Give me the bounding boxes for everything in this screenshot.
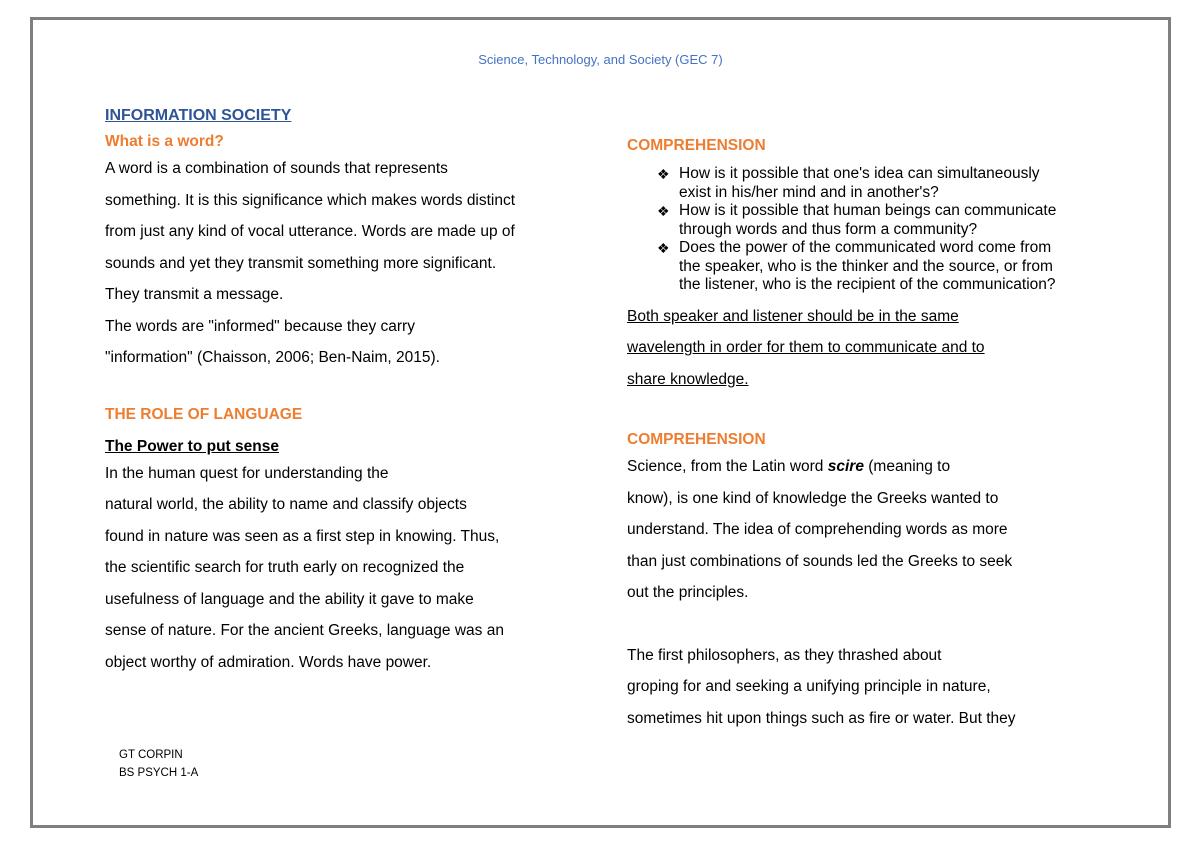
paragraph-line: natural world, the ability to name and classify objects [105,496,467,513]
list-item: ❖ Does the power of the communicated word come from the speaker, who is the thinker and the source, or from the listener, who is the recipient of the communication? [657,239,1056,293]
science-paragraph [627,451,1127,609]
what-is-a-word-heading: What is a word? [105,133,224,150]
language-paragraph [105,458,575,679]
diamond-bullet-icon: ❖ [657,203,670,219]
author-name: GT CORPIN [119,749,183,761]
paragraph-line: They transmit a message. [105,286,284,303]
paragraph-line: than just combinations of sounds led the Greeks to seek [627,552,1013,570]
paragraph-line: understand. The idea of comprehending words as more [627,521,1008,538]
diamond-bullet-icon: ❖ [657,166,670,182]
section-title: INFORMATION SOCIETY [105,107,292,124]
word-definition-paragraph [105,153,575,374]
paragraph-line: out the principles. [627,584,749,601]
paragraph-line: usefulness of language and the ability it gave to make [105,590,474,608]
comprehension-heading: COMPREHENSION [627,431,766,448]
latin-term: scire [827,458,864,475]
paragraph-line: In the human quest for understanding the [105,464,389,482]
paragraph-line: "information" (Chaisson, 2006; Ben-Naim, 2015). [105,349,440,366]
paragraph-line: sounds and yet they transmit something more significant. [105,254,497,272]
power-to-put-sense-heading: The Power to put sense [105,437,279,455]
paragraph-line: share knowledge. [627,370,749,388]
paragraph-line: know), is one kind of knowledge the Greeks wanted to [627,489,999,507]
author-course: BS PSYCH 1-A [119,767,199,779]
paragraph-line: The words are "informed" because they carry [105,317,415,335]
paragraph-line: groping for and seeking a unifying principle in nature, [627,678,991,695]
page-header: Science, Technology, and Society (GEC 7) [478,52,723,67]
list-item: ❖ How is it possible that human beings can communicate through words and thus form a community? [657,202,1057,238]
paragraph-line: something. It is this significance which makes words distinct [105,191,516,209]
diamond-bullet-icon: ❖ [657,240,670,256]
comprehension-heading: COMPREHENSION [627,137,766,154]
paragraph-line: object worthy of admiration. Words have power. [105,653,432,671]
role-of-language-heading: THE ROLE OF LANGUAGE [105,405,303,423]
paragraph-line: from just any kind of vocal utterance. Words are made up of [105,223,515,240]
paragraph-line: The first philosophers, as they thrashed about [627,646,942,664]
paragraph-line: A word is a combination of sounds that represents [105,160,448,177]
philosophers-paragraph [627,640,1127,735]
paragraph-line: Science, from the Latin word scire (meaning to [627,458,951,475]
paragraph-line: wavelength in order for them to communicate and to [627,339,985,356]
author-footer [119,746,198,782]
question-list [627,165,1127,295]
paragraph-line: sense of nature. For the ancient Greeks, language was an [105,622,504,639]
document-page [30,17,1171,828]
paragraph-line: found in nature was seen as a first step in knowing. Thus, [105,527,500,545]
paragraph-line: Both speaker and listener should be in the same [627,307,959,325]
paragraph-line: sometimes hit upon things such as fire or water. But they [627,709,1016,727]
answer-paragraph [627,301,1127,396]
list-item: ❖ How is it possible that one's idea can simultaneously exist in his/her mind and in another's? [657,165,1040,201]
left-column [105,105,575,678]
paragraph-line: the scientific search for truth early on recognized the [105,559,465,576]
right-column [627,135,1127,734]
